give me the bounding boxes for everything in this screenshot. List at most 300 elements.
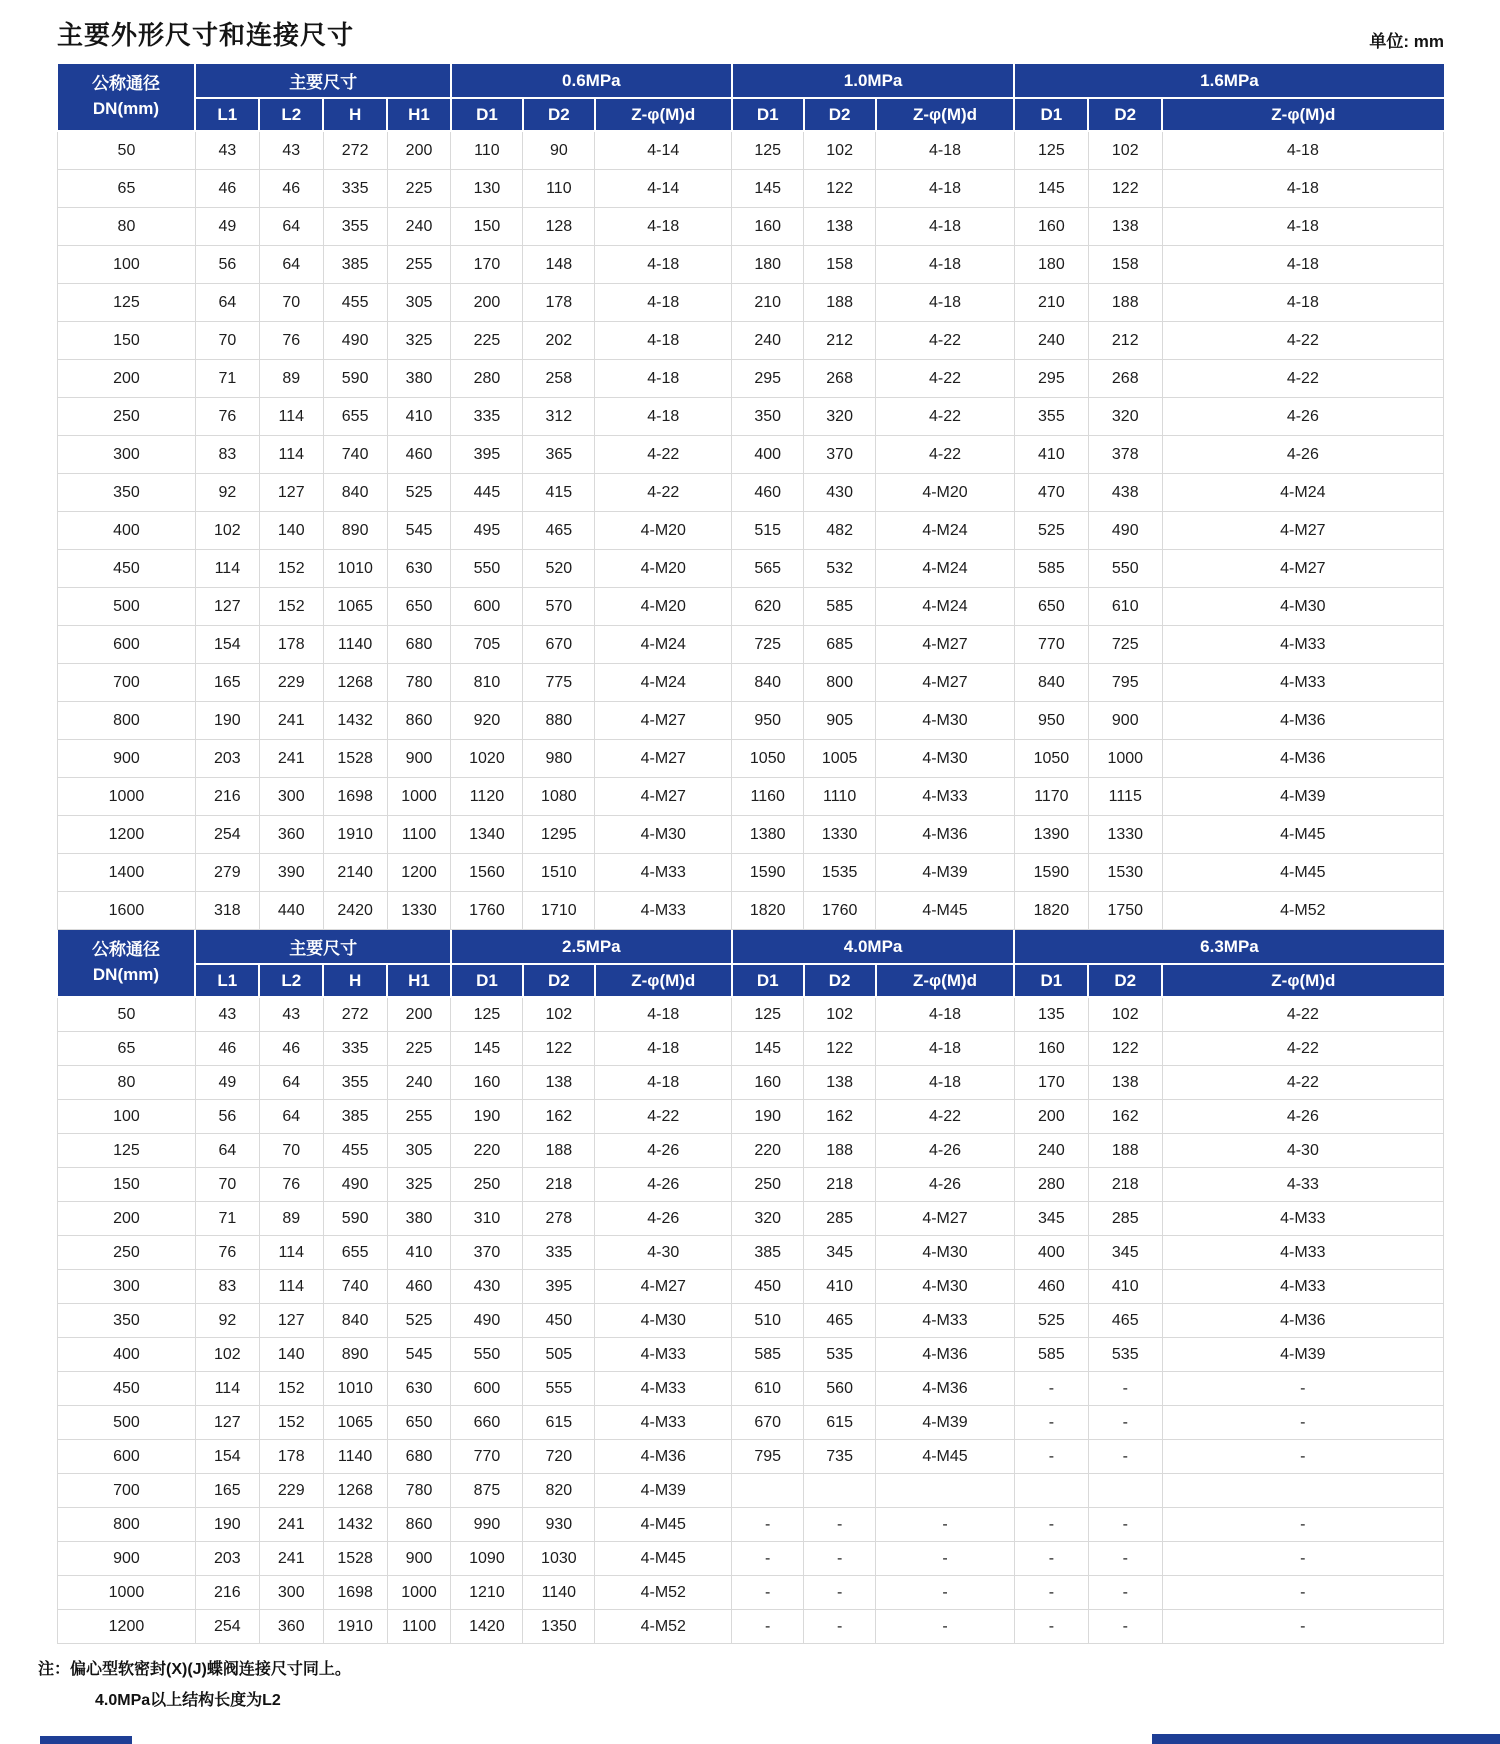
value-cell: 1140 <box>323 1440 387 1474</box>
pressure-col-header: D1 <box>732 964 804 997</box>
value-cell: 490 <box>323 322 387 360</box>
pressure-col-header: D2 <box>804 964 876 997</box>
dim-col-header: H1 <box>387 98 451 131</box>
value-cell: 990 <box>451 1508 523 1542</box>
value-cell: - <box>1014 1440 1088 1474</box>
value-cell: 1420 <box>451 1610 523 1644</box>
value-cell: 410 <box>1014 436 1088 474</box>
value-cell: 70 <box>195 1168 259 1202</box>
value-cell: 380 <box>387 1202 451 1236</box>
table-row <box>58 626 1444 664</box>
value-cell: - <box>804 1576 876 1610</box>
value-cell: 4-18 <box>876 208 1015 246</box>
value-cell: 455 <box>323 284 387 322</box>
value-cell: 4-M27 <box>595 740 732 778</box>
value-cell: 4-M20 <box>595 588 732 626</box>
dn-cell: 150 <box>58 322 196 360</box>
dn-cell: 100 <box>58 246 196 284</box>
value-cell: 1432 <box>323 702 387 740</box>
pressure-col-header: D1 <box>1014 98 1088 131</box>
dn-label-line1: 公称通径 <box>91 940 160 960</box>
value-cell <box>876 1474 1015 1508</box>
value-cell: 650 <box>387 1406 451 1440</box>
table-row <box>58 1100 1444 1134</box>
value-cell: 4-M30 <box>595 1304 732 1338</box>
header-band-row <box>58 64 1444 98</box>
value-cell: 122 <box>804 1032 876 1066</box>
value-cell: 4-M33 <box>876 1304 1015 1338</box>
value-cell: 43 <box>259 131 323 170</box>
value-cell: 520 <box>523 550 595 588</box>
value-cell: 1590 <box>732 854 804 892</box>
value-cell: 1200 <box>387 854 451 892</box>
pressure-col-header: D2 <box>523 964 595 997</box>
value-cell: 660 <box>451 1406 523 1440</box>
value-cell: 160 <box>732 1066 804 1100</box>
value-cell: 152 <box>259 1372 323 1406</box>
value-cell: 70 <box>195 322 259 360</box>
dn-cell: 300 <box>58 436 196 474</box>
dim-col-header: H <box>323 964 387 997</box>
value-cell: 905 <box>804 702 876 740</box>
value-cell: 4-M45 <box>595 1542 732 1576</box>
value-cell: 590 <box>323 1202 387 1236</box>
value-cell: 4-M33 <box>1162 1202 1443 1236</box>
value-cell: 125 <box>732 131 804 170</box>
value-cell: 188 <box>804 284 876 322</box>
value-cell: - <box>876 1508 1015 1542</box>
pressure-col-header: Z-φ(M)d <box>595 98 732 131</box>
dn-cell: 50 <box>58 131 196 170</box>
value-cell: 190 <box>732 1100 804 1134</box>
dim-col-header: L1 <box>195 98 259 131</box>
table-row <box>58 1610 1444 1644</box>
value-cell: - <box>1162 1542 1443 1576</box>
value-cell: 285 <box>804 1202 876 1236</box>
value-cell: 4-M33 <box>1162 664 1443 702</box>
value-cell: 2420 <box>323 892 387 930</box>
value-cell: 210 <box>1014 284 1088 322</box>
value-cell <box>1088 1474 1162 1508</box>
value-cell: 49 <box>195 1066 259 1100</box>
value-cell: 360 <box>259 816 323 854</box>
value-cell: 890 <box>323 1338 387 1372</box>
value-cell: 4-30 <box>595 1236 732 1270</box>
value-cell: 4-M52 <box>595 1576 732 1610</box>
value-cell: 900 <box>1088 702 1162 740</box>
value-cell: 4-26 <box>876 1134 1015 1168</box>
value-cell: 1140 <box>323 626 387 664</box>
value-cell: 4-26 <box>595 1202 732 1236</box>
value-cell: 4-30 <box>1162 1134 1443 1168</box>
value-cell: 110 <box>451 131 523 170</box>
value-cell: - <box>1088 1576 1162 1610</box>
value-cell: 4-26 <box>1162 436 1443 474</box>
value-cell: 610 <box>732 1372 804 1406</box>
value-cell: 43 <box>259 997 323 1032</box>
value-cell: 225 <box>451 322 523 360</box>
value-cell: 4-22 <box>595 474 732 512</box>
value-cell: 241 <box>259 740 323 778</box>
value-cell: 950 <box>1014 702 1088 740</box>
value-cell: 154 <box>195 626 259 664</box>
value-cell: 138 <box>804 1066 876 1100</box>
value-cell: 585 <box>1014 1338 1088 1372</box>
dn-cell: 700 <box>58 1474 196 1508</box>
dn-cell: 80 <box>58 208 196 246</box>
value-cell: 4-14 <box>595 170 732 208</box>
table-row <box>58 702 1444 740</box>
value-cell: 4-M24 <box>595 664 732 702</box>
value-cell: 64 <box>259 1066 323 1100</box>
value-cell: 1710 <box>523 892 595 930</box>
value-cell: 1760 <box>451 892 523 930</box>
dn-cell: 300 <box>58 1270 196 1304</box>
value-cell: 158 <box>1088 246 1162 284</box>
value-cell: 1210 <box>451 1576 523 1610</box>
value-cell: 670 <box>523 626 595 664</box>
value-cell: 1330 <box>804 816 876 854</box>
value-cell: 890 <box>323 512 387 550</box>
table-row <box>58 1134 1444 1168</box>
value-cell: 345 <box>804 1236 876 1270</box>
value-cell: 4-M36 <box>876 816 1015 854</box>
value-cell: 160 <box>451 1066 523 1100</box>
value-cell: 1560 <box>451 854 523 892</box>
value-cell: 4-M45 <box>1162 854 1443 892</box>
value-cell: 1050 <box>732 740 804 778</box>
value-cell: 1380 <box>732 816 804 854</box>
value-cell: 114 <box>259 1270 323 1304</box>
value-cell: 4-18 <box>595 1066 732 1100</box>
value-cell: 1065 <box>323 1406 387 1440</box>
value-cell: 455 <box>323 1134 387 1168</box>
value-cell: 4-M27 <box>595 1270 732 1304</box>
value-cell: 1000 <box>387 1576 451 1610</box>
value-cell: 4-22 <box>595 436 732 474</box>
pressure-band: 6.3MPa <box>1014 930 1443 964</box>
value-cell: 4-18 <box>1162 208 1443 246</box>
header-sub-row <box>58 98 1444 131</box>
value-cell: 1330 <box>387 892 451 930</box>
value-cell: 56 <box>195 1100 259 1134</box>
value-cell: 900 <box>387 740 451 778</box>
value-cell: 216 <box>195 1576 259 1610</box>
value-cell: 840 <box>323 474 387 512</box>
value-cell: 395 <box>451 436 523 474</box>
value-cell <box>804 1474 876 1508</box>
value-cell: 64 <box>259 208 323 246</box>
value-cell: 160 <box>1014 208 1088 246</box>
value-cell: - <box>1162 1576 1443 1610</box>
value-cell: 218 <box>523 1168 595 1202</box>
value-cell: 4-M27 <box>876 664 1015 702</box>
value-cell: - <box>804 1542 876 1576</box>
pressure-col-header: D1 <box>1014 964 1088 997</box>
dn-cell: 200 <box>58 1202 196 1236</box>
value-cell: - <box>1162 1372 1443 1406</box>
value-cell: 128 <box>523 208 595 246</box>
table-row <box>58 1576 1444 1610</box>
value-cell: 460 <box>1014 1270 1088 1304</box>
value-cell: 4-M39 <box>1162 778 1443 816</box>
dn-cell: 80 <box>58 1066 196 1100</box>
value-cell: 4-M30 <box>876 1270 1015 1304</box>
value-cell: 4-33 <box>1162 1168 1443 1202</box>
dn-cell: 1000 <box>58 778 196 816</box>
value-cell: 840 <box>323 1304 387 1338</box>
value-cell: 130 <box>451 170 523 208</box>
value-cell: 240 <box>1014 322 1088 360</box>
value-cell: 4-M27 <box>876 626 1015 664</box>
table-row <box>58 1508 1444 1542</box>
value-cell: 1530 <box>1088 854 1162 892</box>
value-cell: 430 <box>451 1270 523 1304</box>
value-cell: 4-18 <box>1162 246 1443 284</box>
value-cell: 370 <box>804 436 876 474</box>
value-cell: 241 <box>259 702 323 740</box>
dn-cell: 1400 <box>58 854 196 892</box>
value-cell: 310 <box>451 1202 523 1236</box>
dn-label-line2: DN(mm) <box>92 99 159 118</box>
value-cell: 385 <box>732 1236 804 1270</box>
value-cell: 180 <box>732 246 804 284</box>
value-cell: 775 <box>523 664 595 702</box>
value-cell: 550 <box>1088 550 1162 588</box>
value-cell: 4-18 <box>595 208 732 246</box>
value-cell: 70 <box>259 284 323 322</box>
value-cell: 2140 <box>323 854 387 892</box>
value-cell: 165 <box>195 664 259 702</box>
pressure-col-header: Z-φ(M)d <box>1162 98 1443 131</box>
titlebar <box>57 16 1444 52</box>
value-cell: 4-18 <box>1162 284 1443 322</box>
footnotes <box>38 1654 1500 1716</box>
value-cell: 162 <box>523 1100 595 1134</box>
value-cell: 1030 <box>523 1542 595 1576</box>
value-cell: 4-M39 <box>595 1474 732 1508</box>
value-cell: 560 <box>804 1372 876 1406</box>
table-row <box>58 436 1444 474</box>
value-cell: 4-M24 <box>876 550 1015 588</box>
value-cell: 4-22 <box>595 1100 732 1134</box>
table-row <box>58 284 1444 322</box>
value-cell: 272 <box>323 997 387 1032</box>
value-cell: 980 <box>523 740 595 778</box>
table-row <box>58 664 1444 702</box>
main-dims-band: 主要尺寸 <box>195 64 451 98</box>
value-cell: 165 <box>195 1474 259 1508</box>
value-cell: 4-M27 <box>595 702 732 740</box>
value-cell: 1020 <box>451 740 523 778</box>
value-cell: 300 <box>259 778 323 816</box>
value-cell: 400 <box>732 436 804 474</box>
value-cell: 1010 <box>323 550 387 588</box>
value-cell: 125 <box>451 997 523 1032</box>
value-cell: 735 <box>804 1440 876 1474</box>
value-cell: 4-M30 <box>876 1236 1015 1270</box>
value-cell: 1350 <box>523 1610 595 1644</box>
value-cell: 532 <box>804 550 876 588</box>
value-cell: 240 <box>387 208 451 246</box>
value-cell: 203 <box>195 740 259 778</box>
value-cell: 410 <box>387 1236 451 1270</box>
table-row <box>58 1202 1444 1236</box>
value-cell: 160 <box>1014 1032 1088 1066</box>
dn-cell: 200 <box>58 360 196 398</box>
value-cell: 127 <box>259 474 323 512</box>
value-cell: 4-M33 <box>595 1406 732 1440</box>
value-cell: 378 <box>1088 436 1162 474</box>
table-row <box>58 1338 1444 1372</box>
value-cell: 138 <box>804 208 876 246</box>
value-cell: 4-M45 <box>1162 816 1443 854</box>
value-cell: 860 <box>387 1508 451 1542</box>
dn-cell: 800 <box>58 1508 196 1542</box>
value-cell: - <box>1162 1508 1443 1542</box>
value-cell: 240 <box>387 1066 451 1100</box>
value-cell: 465 <box>523 512 595 550</box>
value-cell: 1432 <box>323 1508 387 1542</box>
value-cell: 1005 <box>804 740 876 778</box>
value-cell: 138 <box>1088 1066 1162 1100</box>
value-cell: 440 <box>259 892 323 930</box>
value-cell: 145 <box>451 1032 523 1066</box>
pressure-col-header: Z-φ(M)d <box>595 964 732 997</box>
value-cell: 255 <box>387 246 451 284</box>
value-cell: 92 <box>195 1304 259 1338</box>
dn-cell: 450 <box>58 1372 196 1406</box>
dn-cell: 600 <box>58 1440 196 1474</box>
value-cell: 300 <box>259 1576 323 1610</box>
value-cell: 445 <box>451 474 523 512</box>
value-cell: 615 <box>523 1406 595 1440</box>
dn-label-line2: DN(mm) <box>92 965 159 984</box>
value-cell: 355 <box>323 208 387 246</box>
value-cell: 4-M36 <box>595 1440 732 1474</box>
value-cell: 170 <box>1014 1066 1088 1100</box>
pressure-col-header: D1 <box>451 98 523 131</box>
value-cell: 138 <box>523 1066 595 1100</box>
value-cell: 1100 <box>387 1610 451 1644</box>
value-cell: 345 <box>1088 1236 1162 1270</box>
value-cell: 4-M20 <box>595 512 732 550</box>
value-cell: 795 <box>1088 664 1162 702</box>
table-row <box>58 816 1444 854</box>
value-cell: 725 <box>732 626 804 664</box>
value-cell: 145 <box>732 170 804 208</box>
value-cell: 76 <box>259 1168 323 1202</box>
value-cell: 4-M20 <box>876 474 1015 512</box>
value-cell: 178 <box>259 1440 323 1474</box>
value-cell: 545 <box>387 512 451 550</box>
table-row <box>58 892 1444 930</box>
value-cell: 680 <box>387 1440 451 1474</box>
value-cell: 360 <box>259 1610 323 1644</box>
pressure-col-header: D2 <box>1088 98 1162 131</box>
value-cell: 46 <box>195 1032 259 1066</box>
value-cell: 64 <box>195 284 259 322</box>
footnote-2: 4.0MPa以上结构长度为L2 <box>95 1692 281 1710</box>
value-cell: 4-18 <box>876 284 1015 322</box>
value-cell: 4-18 <box>595 360 732 398</box>
value-cell: - <box>876 1576 1015 1610</box>
value-cell: 1170 <box>1014 778 1088 816</box>
value-cell: 216 <box>195 778 259 816</box>
value-cell: 49 <box>195 208 259 246</box>
value-cell: 610 <box>1088 588 1162 626</box>
value-cell: 4-M39 <box>876 854 1015 892</box>
value-cell: 152 <box>259 1406 323 1440</box>
value-cell: 4-M33 <box>595 892 732 930</box>
value-cell: 1390 <box>1014 816 1088 854</box>
value-cell: - <box>1088 1440 1162 1474</box>
value-cell: 4-M36 <box>1162 702 1443 740</box>
value-cell: 312 <box>523 398 595 436</box>
dn-cell: 400 <box>58 1338 196 1372</box>
value-cell: 1330 <box>1088 816 1162 854</box>
value-cell <box>732 1474 804 1508</box>
value-cell: 770 <box>1014 626 1088 664</box>
unit-label: 单位: mm <box>1369 32 1444 51</box>
value-cell: 4-22 <box>876 398 1015 436</box>
footer-accent-bar-left <box>40 1736 132 1744</box>
value-cell: 102 <box>523 997 595 1032</box>
value-cell: 4-22 <box>1162 322 1443 360</box>
value-cell: 178 <box>259 626 323 664</box>
value-cell: 240 <box>732 322 804 360</box>
value-cell: 114 <box>259 1236 323 1270</box>
value-cell: 188 <box>1088 284 1162 322</box>
value-cell: - <box>732 1542 804 1576</box>
value-cell: 545 <box>387 1338 451 1372</box>
value-cell: 4-18 <box>876 131 1015 170</box>
value-cell: 210 <box>732 284 804 322</box>
value-cell: 840 <box>1014 664 1088 702</box>
value-cell: 4-18 <box>595 284 732 322</box>
value-cell: 490 <box>323 1168 387 1202</box>
value-cell: 295 <box>1014 360 1088 398</box>
value-cell: 1510 <box>523 854 595 892</box>
value-cell: 320 <box>1088 398 1162 436</box>
value-cell: 670 <box>732 1406 804 1440</box>
value-cell: 46 <box>259 1032 323 1066</box>
value-cell: 4-M45 <box>876 892 1015 930</box>
value-cell: 145 <box>732 1032 804 1066</box>
table-row <box>58 1168 1444 1202</box>
value-cell: 220 <box>451 1134 523 1168</box>
value-cell: 840 <box>732 664 804 702</box>
value-cell: 490 <box>451 1304 523 1338</box>
value-cell: 229 <box>259 1474 323 1508</box>
value-cell: 430 <box>804 474 876 512</box>
value-cell: 200 <box>451 284 523 322</box>
table-row <box>58 854 1444 892</box>
value-cell: 350 <box>732 398 804 436</box>
value-cell: 385 <box>323 1100 387 1134</box>
value-cell: 125 <box>732 997 804 1032</box>
value-cell: 4-22 <box>876 360 1015 398</box>
value-cell: 148 <box>523 246 595 284</box>
value-cell: 438 <box>1088 474 1162 512</box>
dn-cell: 250 <box>58 1236 196 1270</box>
footer-accent-bar-right <box>1152 1734 1500 1744</box>
value-cell: 4-M33 <box>1162 1270 1443 1304</box>
value-cell: 102 <box>195 1338 259 1372</box>
value-cell: 450 <box>732 1270 804 1304</box>
table-row <box>58 474 1444 512</box>
value-cell: 145 <box>1014 170 1088 208</box>
